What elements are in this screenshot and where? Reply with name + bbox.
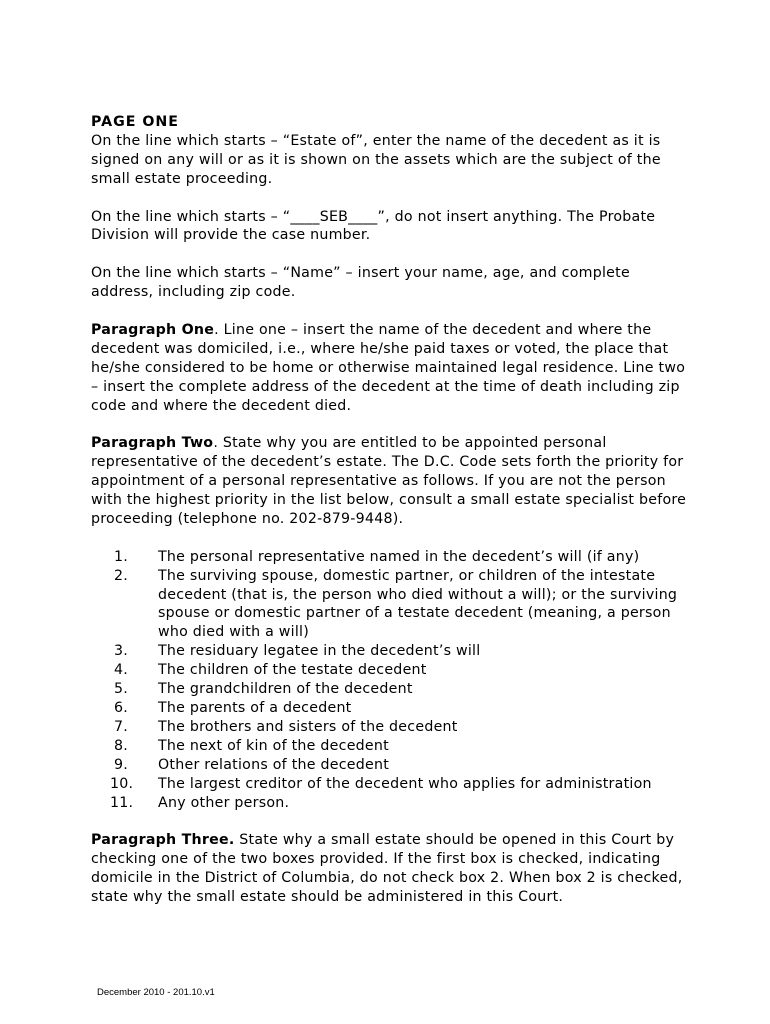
- paragraph-three-label: Paragraph Three.: [91, 832, 235, 849]
- estate-of-instruction: On the line which starts – “Estate of”, enter the name of the decedent as it is signed on any will or as it is shown on the assets which are the subject of the small estate proceeding.: [91, 132, 661, 187]
- list-item-text: The personal representative named in the decedent’s will (if any): [158, 548, 640, 565]
- list-item-text: Any other person.: [158, 794, 290, 811]
- list-item-text: The parents of a decedent: [158, 700, 352, 717]
- list-item: [91, 642, 691, 661]
- list-item-text: The largest creditor of the decedent who applies for administration: [158, 775, 652, 792]
- paragraph-one-text: . Line one – insert the name of the decedent and where the decedent was domiciled, i.e., where he/she paid taxes or voted, the place that he/she considered to be home or otherwise maintained legal residence. Line two – insert the complete address of the decedent at the time of death including zip code and where the decedent died.: [91, 321, 686, 414]
- list-item: [91, 699, 691, 718]
- list-item-number: 2.: [114, 567, 129, 584]
- list-item: [91, 718, 691, 737]
- list-item-number: 3.: [114, 643, 129, 660]
- list-item-number: 8.: [114, 737, 129, 754]
- list-item: [91, 548, 691, 567]
- paragraph-two-label: Paragraph Two: [91, 435, 214, 452]
- paragraph-three-instruction: [91, 831, 691, 907]
- list-item: [91, 661, 691, 680]
- list-item-text: The next of kin of the decedent: [158, 737, 389, 754]
- list-item: [91, 737, 691, 756]
- paragraph-two-text: . State why you are entitled to be appointed personal representative of the decedent’s estate. The D.C. Code sets forth the priority for appointment of a personal representative as follows. If you are not the person with the highest priority in the list below, consult a small estate specialist before proceeding (telephone no. 202-879-9448).: [91, 435, 687, 527]
- document-body: [91, 113, 691, 926]
- list-item-number: 1.: [114, 548, 129, 565]
- paragraph-three-text: State why a small estate should be opened in this Court by checking one of the two boxes provided. If the first box is checked, indicating domicile in the District of Columbia, do not check box 2. When box 2 is checked, state why the small estate should be administered in this Court.: [91, 832, 683, 906]
- list-item-text: Other relations of the decedent: [158, 756, 390, 773]
- list-item-text: The grandchildren of the decedent: [158, 681, 413, 698]
- list-item-number: 10.: [110, 775, 134, 792]
- list-item: [91, 794, 691, 813]
- list-item-text: The children of the testate decedent: [158, 662, 427, 679]
- list-item: [91, 567, 691, 643]
- list-item: [91, 680, 691, 699]
- paragraph-one-instruction: [91, 321, 691, 416]
- paragraph-two-instruction: [91, 434, 691, 529]
- priority-list: [91, 548, 691, 813]
- list-item-number: 5.: [114, 681, 129, 698]
- list-item: [91, 756, 691, 775]
- list-item-number: 4.: [114, 662, 129, 679]
- list-item-number: 7.: [114, 718, 129, 735]
- list-item-text: The brothers and sisters of the decedent: [158, 718, 458, 735]
- list-item-text: The surviving spouse, domestic partner, or children of the intestate decedent (that is, the person who died without a will); or the surviving spouse or domestic partner of a testate decedent (meaning, a person who died with a will): [158, 567, 678, 641]
- page-heading: PAGE ONE: [91, 114, 179, 130]
- list-item-text: The residuary legatee in the decedent’s will: [158, 643, 481, 660]
- list-item-number: 9.: [114, 756, 129, 773]
- paragraph-one-label: Paragraph One: [91, 321, 215, 338]
- list-item-number: 6.: [114, 700, 129, 717]
- name-instruction: On the line which starts – “Name” – insert your name, age, and complete address, including zip code.: [91, 265, 630, 301]
- list-item: [91, 775, 691, 794]
- seb-instruction: On the line which starts – “____SEB____”, do not insert anything. The Probate Division will provide the case number.: [91, 208, 656, 244]
- list-item-number: 11.: [110, 794, 134, 811]
- footer-version: December 2010 - 201.10.v1: [97, 987, 215, 998]
